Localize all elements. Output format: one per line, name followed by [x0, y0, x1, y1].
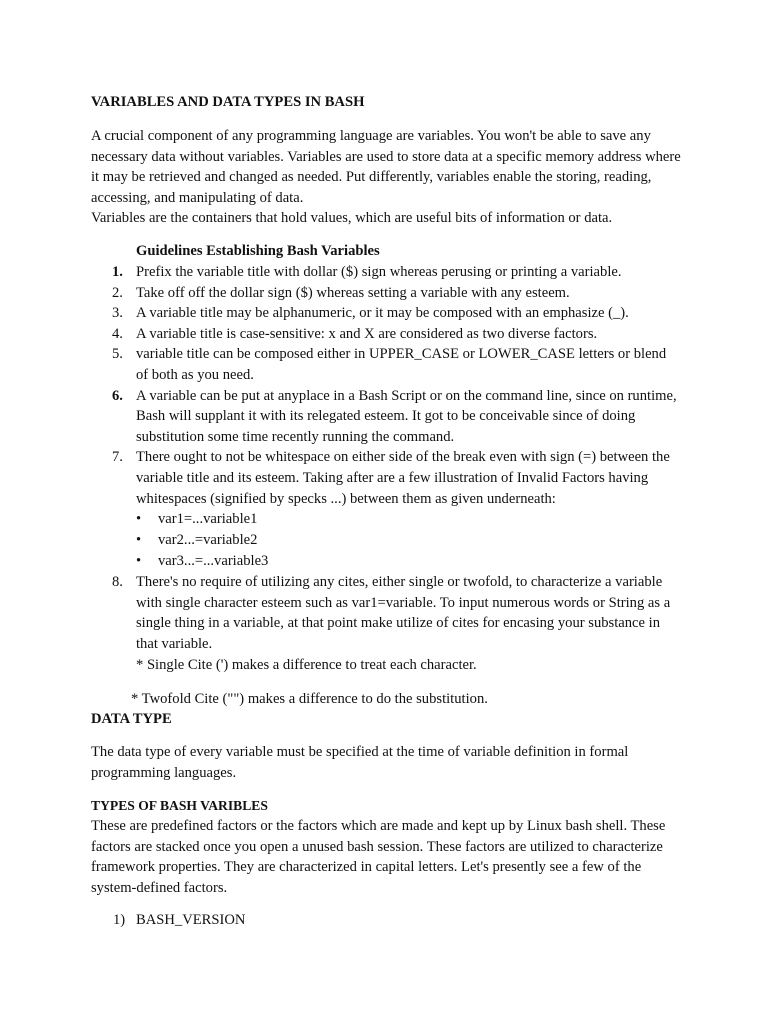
- list-item: [0, 262, 681, 283]
- list-number: 8.: [112, 574, 123, 591]
- list-number: 1): [113, 912, 126, 928]
- list-item: [0, 572, 681, 675]
- list-number: 5.: [112, 346, 123, 363]
- guidelines-heading: Guidelines Establishing Bash Variables: [136, 243, 380, 259]
- data-type-heading: DATA TYPE: [91, 711, 172, 727]
- list-item-text: Take off off the dollar sign ($) whereas setting a variable with any esteem.: [136, 284, 570, 301]
- page-title: VARIABLES AND DATA TYPES IN BASH: [91, 94, 365, 110]
- list-item-text: There's no require of utilizing any cites, either single or twofold, to characterize a variable with single character esteem such as var1=variable. To input numerous words or String as a single thing in a variable, at that point make utilize of cites for encasing your substance in that variable.: [136, 574, 671, 652]
- bullet-item: [136, 509, 681, 530]
- list-number: 7.: [112, 449, 123, 466]
- guidelines-list: [0, 262, 768, 675]
- list-item: [0, 303, 681, 324]
- list-item: [0, 447, 681, 572]
- single-cite-note: * Single Cite (') makes a difference to treat each character.: [136, 656, 477, 673]
- list-item-text: A variable title may be alphanumeric, or it may be composed with an emphasize (_).: [136, 305, 629, 322]
- types-heading: TYPES OF BASH VARIBLES: [91, 798, 268, 813]
- bullet-icon: •: [136, 553, 142, 570]
- bullet-icon: •: [136, 511, 142, 528]
- list-item: [0, 283, 681, 304]
- list-number: 2.: [112, 284, 123, 301]
- list-number: 6.: [112, 387, 123, 404]
- list-item-text: A variable title is case-sensitive: x and X are considered as two diverse factors.: [136, 325, 598, 342]
- bullet-item: [136, 530, 681, 551]
- list-item: [0, 344, 681, 385]
- list-item: [0, 324, 681, 345]
- data-type-paragraph: The data type of every variable must be specified at the time of variable definition in formal programming languages.: [91, 744, 629, 781]
- bullet-text: var2...=variable2: [158, 532, 258, 549]
- list-item-text: variable title can be composed either in UPPER_CASE or LOWER_CASE letters or blend of both as you need.: [136, 346, 667, 383]
- list-item: [0, 386, 681, 448]
- list-number: 1.: [112, 264, 123, 280]
- bullet-text: var3...=...variable3: [158, 553, 269, 570]
- bullet-item: [136, 551, 681, 572]
- list-item-text: A variable can be put at anyplace in a Bash Script or on the command line, since on runtime, Bash will supplant it with its relegated esteem. It got to be conceivable since of doing substitution some time recently running the command.: [136, 387, 677, 445]
- system-variable-list-item: [113, 910, 245, 931]
- intro-paragraph-1: A crucial component of any programming language are variables. You won't be able to save any necessary data without variables. Variables are used to store data at a specific memory address where it may be retrieved and changed as needed. Put differently, variables enable the storing, reading, accessing, and manipulating of data.: [91, 128, 681, 206]
- bullet-text: var1=...variable1: [158, 511, 258, 528]
- invalid-examples-list: [136, 509, 681, 572]
- list-item-text: There ought to not be whitespace on either side of the break even with sign (=) between the variable title and its esteem. Taking after are a few illustration of Invalid Factors having whitespaces (signified by specks ...) between them as given underneath:: [136, 449, 670, 507]
- intro-paragraph-2: Variables are the containers that hold values, which are useful bits of information or data.: [91, 210, 613, 227]
- list-number: 3.: [112, 305, 123, 322]
- types-text: These are predefined factors or the factors which are made and kept up by Linux bash shell. These factors are stacked once you open a unused bash session. These factors are utilized to characterize framework properties. They are characterized in capital letters. Let's presently see a few of the system-defined factors.: [91, 818, 666, 896]
- types-paragraph: [91, 816, 681, 898]
- list-item-text: Prefix the variable title with dollar ($) sign whereas perusing or printing a variable.: [136, 264, 622, 280]
- list-number: 4.: [112, 325, 123, 342]
- intro: [91, 126, 686, 229]
- twofold-cite-note: * Twofold Cite ("") makes a difference to do the substitution.: [131, 691, 488, 707]
- list-item-text: BASH_VERSION: [136, 912, 246, 928]
- bullet-icon: •: [136, 532, 142, 549]
